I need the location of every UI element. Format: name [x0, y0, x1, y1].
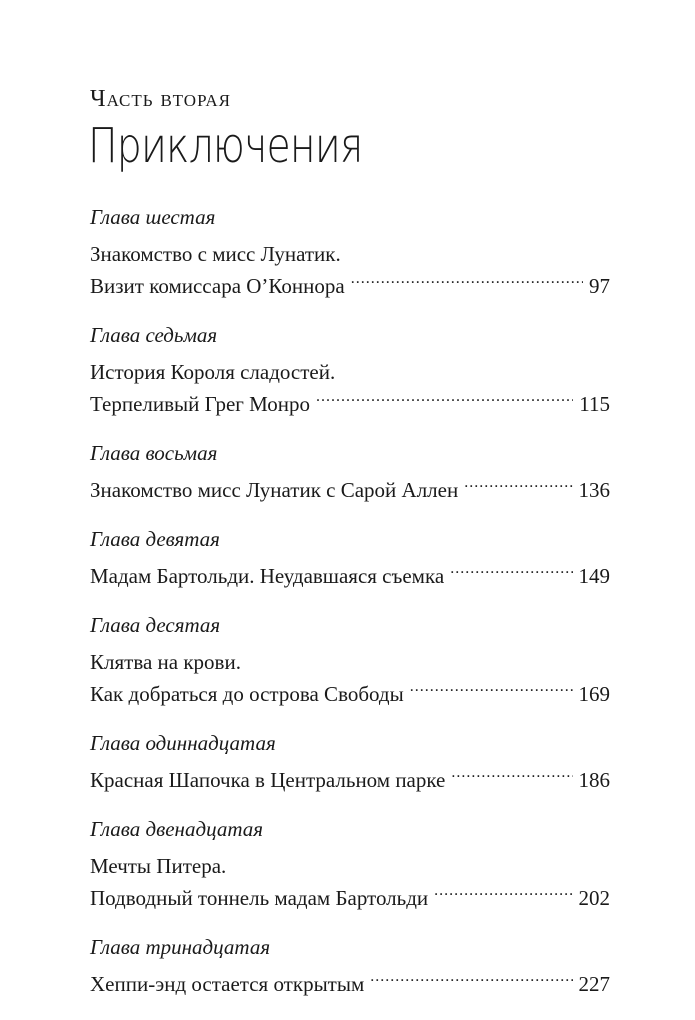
dot-leader: [351, 273, 583, 293]
page-number: 227: [578, 972, 610, 996]
part-label: Часть вторая: [90, 86, 231, 112]
dot-leader: [316, 391, 573, 411]
chapter-title-line: Как добраться до острова Свободы: [90, 682, 404, 706]
chapter-label: Глава седьмая: [90, 323, 218, 347]
page-number: 97: [589, 274, 610, 298]
chapter-title-line: Мадам Бартольди. Неудавшаяся съемка: [90, 564, 445, 588]
chapter-label: Глава шестая: [90, 205, 216, 229]
contents-page: [90, 84, 610, 1020]
toc-chapter: [90, 526, 610, 592]
dot-leader: [464, 477, 572, 497]
page-number: 202: [578, 886, 610, 910]
dot-leader: [370, 971, 572, 991]
toc-chapter: [90, 934, 610, 1000]
chapter-title-line: Красная Шапочка в Центральном парке: [90, 768, 446, 792]
chapter-label: Глава девятая: [90, 527, 220, 551]
table-of-contents: [90, 204, 610, 1000]
toc-chapter: [90, 322, 610, 420]
toc-entry: [90, 882, 610, 914]
chapter-title-line: Подводный тоннель мадам Бартольди: [90, 886, 429, 910]
chapter-title-line: Мечты Питера.: [90, 854, 227, 878]
toc-entry: [90, 764, 610, 796]
toc-entry: [90, 388, 610, 420]
chapter-title-line: Хеппи-энд остается открытым: [90, 972, 365, 996]
part-title: Приключения: [88, 118, 363, 174]
page-number: 136: [578, 478, 610, 502]
chapter-title-line: Визит комиссара О’Коннора: [90, 274, 345, 298]
chapter-label: Глава десятая: [90, 613, 221, 637]
toc-chapter: [90, 204, 610, 302]
chapter-label: Глава двенадцатая: [90, 817, 264, 841]
toc-entry: [90, 678, 610, 710]
chapter-label: Глава тринадцатая: [90, 935, 271, 959]
toc-chapter: [90, 440, 610, 506]
page-number: 169: [578, 682, 610, 706]
toc-entry: [90, 560, 610, 592]
dot-leader: [451, 767, 572, 787]
dot-leader: [450, 563, 572, 583]
chapter-title-line: Клятва на крови.: [90, 650, 241, 674]
dot-leader: [434, 885, 572, 905]
page-number: 115: [579, 392, 610, 416]
toc-chapter: [90, 730, 610, 796]
toc-entry: [90, 474, 610, 506]
chapter-title-line: Терпеливый Грег Монро: [90, 392, 311, 416]
page-number: 186: [578, 768, 610, 792]
toc-entry: [90, 968, 610, 1000]
dot-leader: [410, 681, 573, 701]
toc-chapter: [90, 816, 610, 914]
chapter-title-line: Знакомство с мисс Лунатик.: [90, 242, 341, 266]
toc-chapter: [90, 612, 610, 710]
chapter-label: Глава одиннадцатая: [90, 731, 276, 755]
chapter-label: Глава восьмая: [90, 441, 218, 465]
chapter-title-line: Знакомство мисс Лунатик с Сарой Аллен: [90, 478, 459, 502]
chapter-title-line: История Короля сладостей.: [90, 360, 336, 384]
toc-entry: [90, 270, 610, 302]
page-number: 149: [578, 564, 610, 588]
